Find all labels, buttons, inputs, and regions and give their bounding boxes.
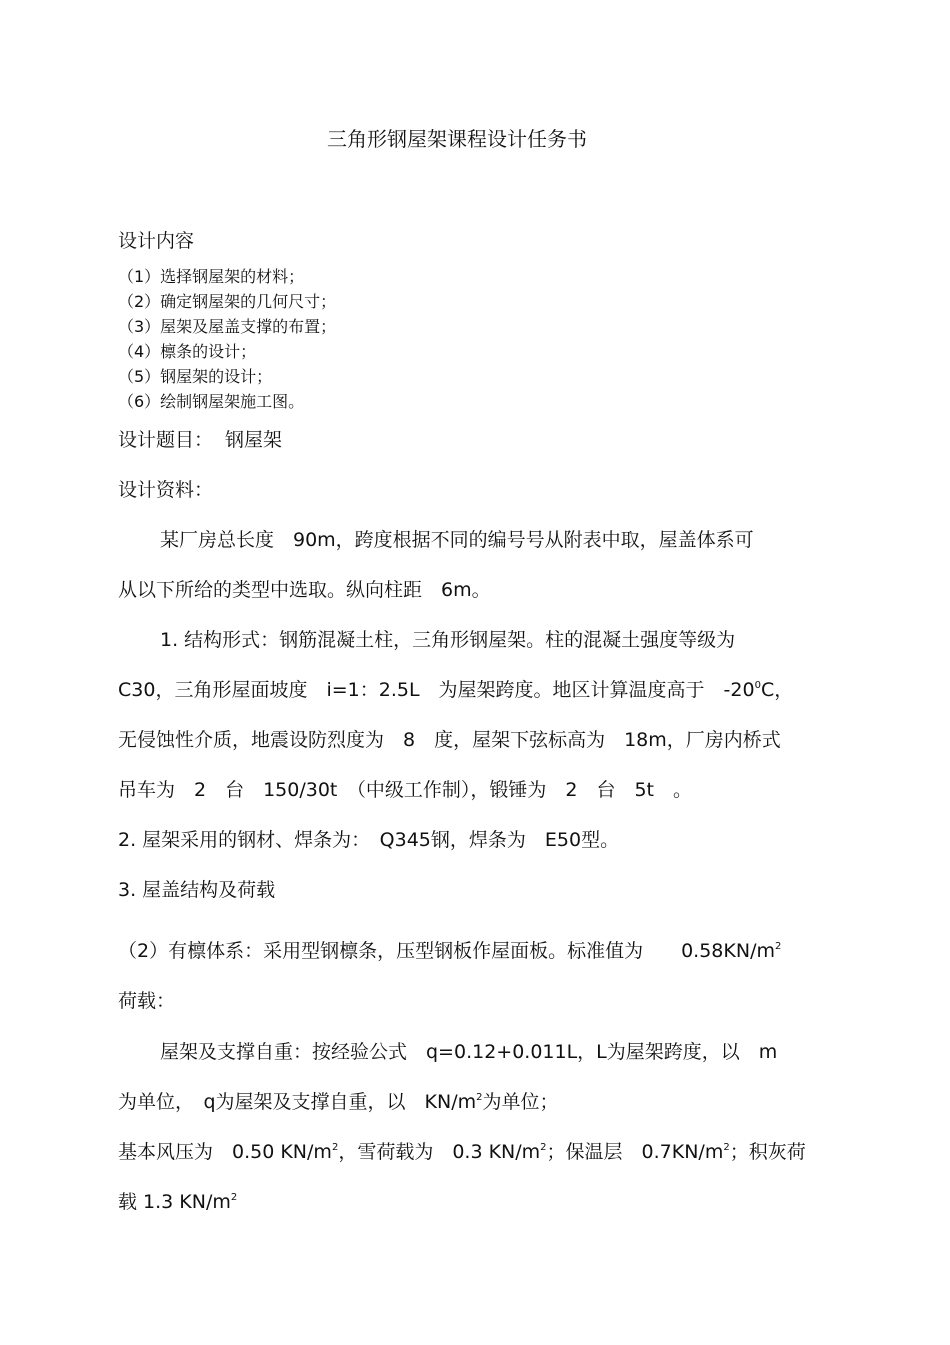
materials-intro-line-2: 从以下所给的类型中选取。纵向柱距 6m。 bbox=[118, 579, 491, 601]
purlin-system-line bbox=[118, 939, 781, 963]
design-topic-label: 设计题目： bbox=[118, 429, 214, 451]
loads-label: 荷载： bbox=[118, 990, 176, 1012]
structure-form-line-1: 1. 结构形式：钢筋混凝土柱，三角形钢屋架。柱的混凝土强度等级为 bbox=[160, 629, 736, 651]
other-loads-line-1 bbox=[118, 1140, 806, 1164]
unit-superscript: 2 bbox=[540, 1142, 547, 1153]
materials-intro-line-1: 某厂房总长度 90m，跨度根据不同的编号号从附表中取，屋盖体系可 bbox=[160, 529, 754, 551]
steel-and-electrode: 2. 屋架采用的钢材、焊条为： Q345钢，焊条为 E50型。 bbox=[118, 829, 620, 851]
content-item-6: （6）绘制钢屋架施工图。 bbox=[118, 392, 305, 411]
content-item-4: （4）檩条的设计； bbox=[118, 342, 257, 361]
snow-load: ，雪荷载为 0.3 KN/m bbox=[338, 1141, 541, 1163]
other-loads-line-2 bbox=[118, 1190, 237, 1214]
unit-superscript: 2 bbox=[723, 1142, 730, 1153]
roof-structure-heading: 3. 屋盖结构及荷载 bbox=[118, 879, 276, 901]
section-heading-materials: 设计资料： bbox=[118, 479, 214, 501]
content-item-1: （1）选择钢屋架的材料； bbox=[118, 267, 305, 286]
self-weight-line-1: 屋架及支撑自重：按经验公式 q=0.12+0.011L，L为屋架跨度，以 m bbox=[160, 1041, 778, 1063]
wind-pressure: 基本风压为 0.50 KN/m bbox=[118, 1141, 332, 1163]
unit-superscript: 2 bbox=[331, 1142, 339, 1153]
content-item-3: （3）屋架及屋盖支撑的布置； bbox=[118, 317, 337, 336]
content-item-2: （2）确定钢屋架的几何尺寸； bbox=[118, 292, 337, 311]
ash-load-start: ；积灰荷 bbox=[729, 1141, 806, 1163]
document-title: 三角形钢屋架课程设计任务书 bbox=[327, 127, 587, 151]
unit-superscript: 2 bbox=[774, 941, 782, 952]
structure-form-line-3: 无侵蚀性介质，地震设防烈度为 8 度，屋架下弦标高为 18m，厂房内桥式 bbox=[118, 729, 781, 751]
self-weight-line-2-text: 为单位， q为屋架及支撑自重，以 KN/m bbox=[118, 1091, 477, 1113]
purlin-system-text: （2）有檩体系：采用型钢檩条，压型钢板作屋面板。标准值为 0.58KN/m bbox=[118, 940, 775, 962]
structure-form-line-2 bbox=[118, 678, 793, 702]
section-heading-content: 设计内容 bbox=[118, 230, 195, 252]
structure-form-line-2-end: C， bbox=[760, 679, 794, 701]
insulation-load: ；保温层 0.7KN/m bbox=[546, 1141, 724, 1163]
self-weight-line-2-end: 为单位； bbox=[482, 1091, 559, 1113]
design-topic bbox=[118, 428, 282, 452]
design-topic-value: 钢屋架 bbox=[225, 429, 283, 451]
structure-form-line-2-text: C30，三角形屋面坡度 i=1：2.5L 为屋架跨度。地区计算温度高于 -20 bbox=[118, 679, 755, 701]
content-item-5: （5）钢屋架的设计； bbox=[118, 367, 273, 386]
unit-superscript: 2 bbox=[230, 1192, 238, 1203]
degree-superscript: 0 bbox=[754, 680, 761, 691]
unit-superscript: 2 bbox=[476, 1092, 483, 1103]
self-weight-line-2 bbox=[118, 1090, 559, 1114]
structure-form-line-4: 吊车为 2 台 150/30t （中级工作制），锻锤为 2 台 5t 。 bbox=[118, 779, 693, 801]
ash-load-value: 载 1.3 KN/m bbox=[118, 1191, 231, 1213]
